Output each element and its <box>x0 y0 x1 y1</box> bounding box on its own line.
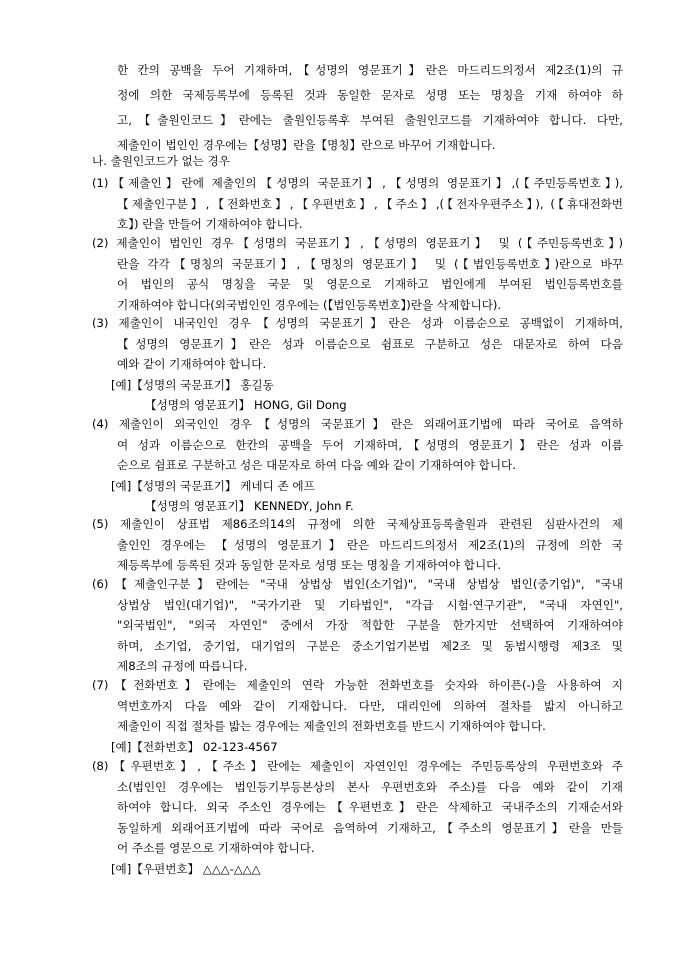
text-line: 【제출인구분】,【전화번호】,【우편번호】,【주소】,(【전자우편주소】), (【휴대전화번 <box>117 197 623 211</box>
text-line: [예]【성명의 국문표기】 홍길동 <box>111 378 274 392</box>
text-line: [예]【우편번호】 △△△-△△△ <box>111 862 261 876</box>
text-line: 동일하게 외래어표기법에 따라 국어로 음역하여 기재하고,【주소의 영문표기】란을 만들 <box>117 821 623 835</box>
text-line: 어 주소를 영문으로 기재하여야 합니다. <box>117 841 315 855</box>
text-line: (7)【전화번호】란에는 제출인의 연락 가능한 전화번호를 숫자와 하이픈(-)을 사용하여 지 <box>92 678 623 692</box>
text-line: (6)【제출인구분】란에는 "국내 상법상 법인(소기업)", "국내 상법상 법인(중기업)", "국내 <box>92 577 623 591</box>
text-line: 출인인 경우에는 【성명의 영문표기】란은 마드리드의정서 제2조(1)의 규정에 의한 국 <box>117 538 623 552</box>
text-line: (8)【우편번호】,【주소】란에는 제출인이 자연인인 경우에는 주민등록상의 우편번호와 주 <box>92 759 623 773</box>
text-line: 상법상 법인(대기업)", "국가기관 및 기타법인", "각급 시험·연구기관", "국내 자연인", <box>117 598 623 612</box>
text-line: 역번호까지 다음 예와 같이 기재합니다. 다만, 대리인에 의하여 절차를 밟지 아니하고 <box>117 699 623 713</box>
text-line: (1)【제출인】란에 제출인의【성명의 국문표기】,【성명의 영문표기】,(【주민등록번호】), <box>92 176 623 190</box>
text-line: [예]【성명의 국문표기】 케네디 존 에프 <box>111 479 315 493</box>
text-line: 기재하여야 합니다(외국법인인 경우에는 (【법인등록번호】)란을 삭제합니다). <box>117 298 502 312</box>
text-line: (4) 제출인이 외국인인 경우【성명의 국문표기】란은 외래어표기법에 따라 국어로 음역하 <box>92 417 623 431</box>
text-line: [예]【전화번호】 02-123-4567 <box>111 740 278 754</box>
text-line: 【성명의 영문표기】란은 성과 이름순으로 쉼표로 구분하고 성은 대문자로 하여 다음 <box>117 337 623 351</box>
text-line: 여 성과 이름순으로 한칸의 공백을 두어 기재하며,【성명의 영문표기】란은 성과 이름 <box>117 438 623 452</box>
text-line: 순으로 쉼표로 구분하고 성은 대문자로 하여 다음 예와 같이 기재하여야 합니다. <box>117 458 516 472</box>
text-line: 제출인이 직접 절차를 밟는 경우에는 제출인의 전화번호를 반드시 기재하여야 합니다. <box>117 719 546 733</box>
text-line: (3) 제출인이 내국인인 경우【성명의 국문표기】란은 성과 이름순으로 공백없이 기재하며, <box>92 316 623 330</box>
text-line: 한 칸의 공백을 두어 기재하며,【성명의 영문표기】란은 마드리드의정서 제2조(1)의 규 <box>117 63 623 77</box>
text-line: 예와 같이 기재하여야 합니다. <box>117 357 267 371</box>
text-line: "외국법인", "외국 자연인" 중에서 가장 적합한 구분을 한가지만 선택하여 기재하여야 <box>117 618 623 632</box>
text-line: 제8조의 규정에 따릅니다. <box>117 659 248 673</box>
text-line: 란을 각각【명칭의 국문표기】,【명칭의 영문표기】 및 (【법인등록번호】)란으로 바꾸 <box>117 257 623 271</box>
text-line: (5) 제출인이 상표법 제86조의14의 규정에 의한 국제상표등록출원과 관련된 심판사건의 제 <box>92 517 623 531</box>
text-line: 【성명의 영문표기】 HONG, Gil Dong <box>145 398 347 412</box>
text-line: 【성명의 영문표기】 KENNEDY, John F. <box>145 499 354 513</box>
text-line: 호】) 란을 만들어 기재하여야 합니다. <box>117 217 303 231</box>
text-line: 정에 의한 국제등록부에 등록된 것과 동일한 문자로 성명 또는 명칭을 기재 하여야 하 <box>117 88 623 102</box>
text-line: 고,【출원인코드】란에는 출원인등록후 부여된 출원인코드를 기재하여야 합니다. 다만, <box>117 113 623 127</box>
text-line: (2) 제출인이 법인인 경우【성명의 국문표기】,【성명의 영문표기】 및 (【주민등록번호】) <box>92 236 623 250</box>
text-line: 하여야 합니다. 외국 주소인 경우에는【우편번호】란은 삭제하고 국내주소의 기재순서와 <box>117 800 623 814</box>
text-line: 제출인이 법인인 경우에는【성명】란을【명칭】란으로 바꾸어 기재합니다. <box>117 138 496 152</box>
text-line: 하며, 소기업, 중기업, 대기업의 구분은 중소기업기본법 제2조 및 동법시행령 제3조 및 <box>117 639 623 653</box>
text-line: 나. 출원인코드가 없는 경우 <box>92 154 230 168</box>
text-line: 소(법인인 경우에는 법인등기부등본상의 본사 우편번호와 주소)를 다음 예와 같이 기재 <box>117 780 623 794</box>
text-line: 어 법인의 공식 명칭을 국문 및 영문으로 기재하고 법인에게 부여된 법인등록번호를 <box>117 277 623 291</box>
text-line: 제등록부에 등록된 것과 동일한 문자로 성명 또는 명칭을 기재하여야 합니다. <box>117 558 502 572</box>
